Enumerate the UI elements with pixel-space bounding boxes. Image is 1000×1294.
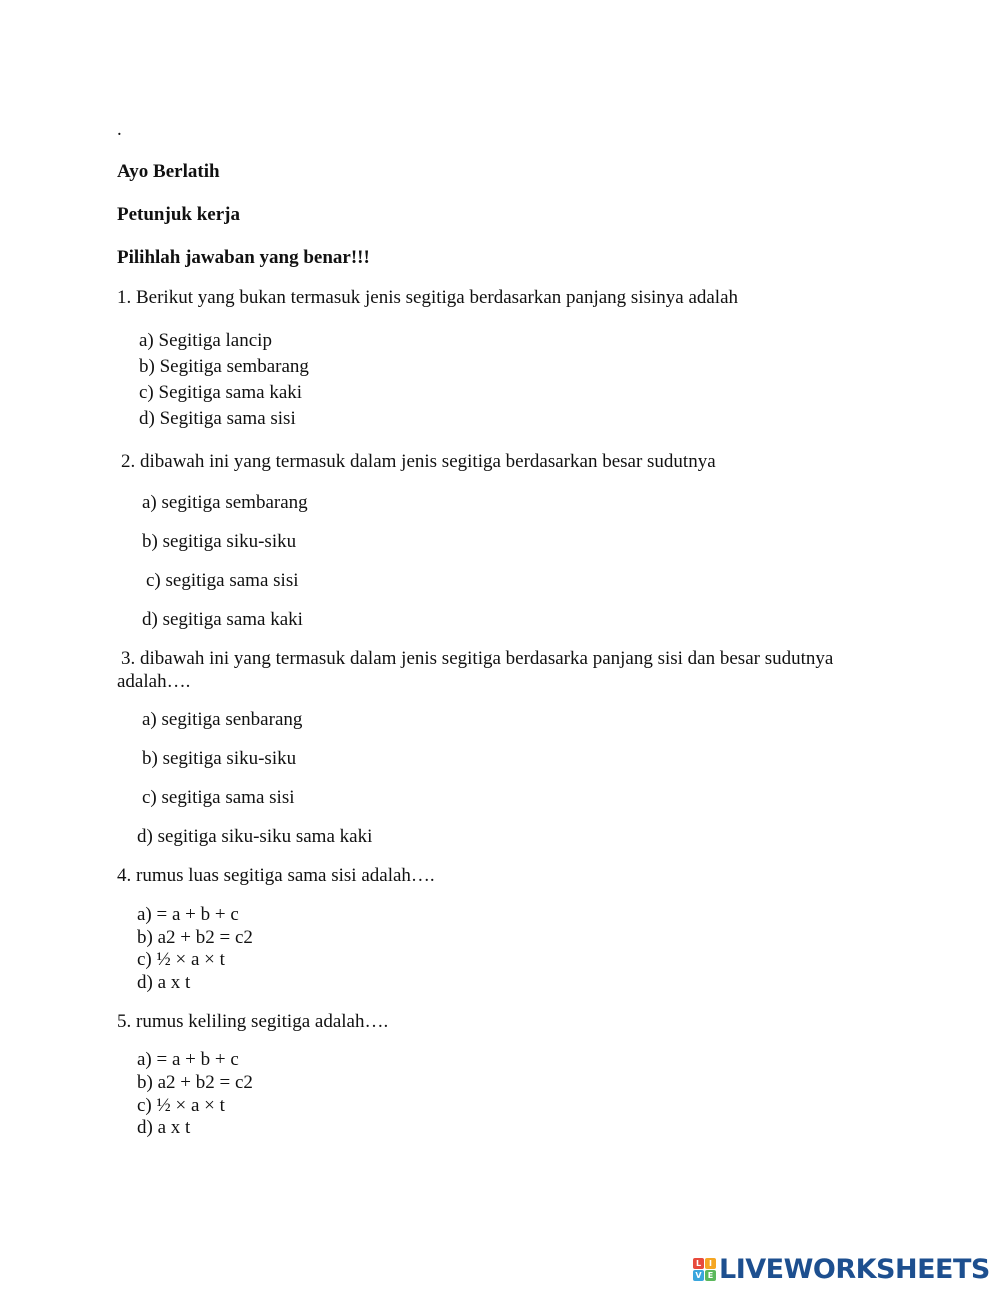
- q1-option-a[interactable]: a) Segitiga lancip: [139, 330, 272, 351]
- q2-option-b[interactable]: b) segitiga siku-siku: [142, 531, 297, 552]
- q5-option-c[interactable]: c) ½ × a × t: [137, 1095, 225, 1116]
- q2-option-c[interactable]: c) segitiga sama sisi: [146, 570, 299, 591]
- logo-mark-v: V: [693, 1270, 704, 1281]
- liveworksheets-logo: [693, 1252, 990, 1286]
- q3-option-c[interactable]: c) segitiga sama sisi: [142, 787, 295, 808]
- q4-option-d[interactable]: d) a x t: [137, 972, 191, 993]
- logo-mark-e: E: [705, 1270, 716, 1281]
- question-4: 4. rumus luas segitiga sama sisi adalah….: [117, 865, 435, 886]
- q1-option-c[interactable]: c) Segitiga sama kaki: [139, 382, 303, 403]
- logo-mark-i: I: [705, 1258, 716, 1269]
- q5-option-b[interactable]: b) a2 + b2 = c2: [137, 1072, 253, 1093]
- page-title: Ayo Berlatih: [117, 161, 220, 182]
- leading-dot: .: [117, 119, 122, 140]
- q5-option-a[interactable]: a) = a + b + c: [137, 1049, 239, 1070]
- q2-option-d[interactable]: d) segitiga sama kaki: [142, 609, 303, 630]
- question-2: 2. dibawah ini yang termasuk dalam jenis segitiga berdasarkan besar sudutnya: [121, 451, 716, 472]
- question-3-line-2: adalah….: [117, 671, 191, 692]
- q4-option-a[interactable]: a) = a + b + c: [137, 904, 239, 925]
- subtitle: Petunjuk kerja: [117, 204, 240, 225]
- q3-option-d[interactable]: d) segitiga siku-siku sama kaki: [137, 826, 373, 847]
- q4-option-c[interactable]: c) ½ × a × t: [137, 949, 225, 970]
- question-5: 5. rumus keliling segitiga adalah….: [117, 1011, 389, 1032]
- q1-option-d[interactable]: d) Segitiga sama sisi: [139, 408, 296, 429]
- q3-option-b[interactable]: b) segitiga siku-siku: [142, 748, 297, 769]
- q4-option-b[interactable]: b) a2 + b2 = c2: [137, 927, 253, 948]
- q3-option-a[interactable]: a) segitiga senbarang: [142, 709, 303, 730]
- logo-mark-l: L: [693, 1258, 704, 1269]
- liveworksheets-logo-icon: [693, 1258, 716, 1281]
- q2-option-a[interactable]: a) segitiga sembarang: [142, 492, 308, 513]
- q5-option-d[interactable]: d) a x t: [137, 1117, 191, 1138]
- instruction: Pilihlah jawaban yang benar!!!: [117, 247, 370, 268]
- question-3-line-1: 3. dibawah ini yang termasuk dalam jenis segitiga berdasarka panjang sisi dan besar sudutnya: [121, 648, 834, 669]
- q1-option-b[interactable]: b) Segitiga sembarang: [139, 356, 309, 377]
- question-1: 1. Berikut yang bukan termasuk jenis segitiga berdasarkan panjang sisinya adalah: [117, 287, 739, 308]
- liveworksheets-logo-text: LIVEWORKSHEETS: [719, 1253, 990, 1285]
